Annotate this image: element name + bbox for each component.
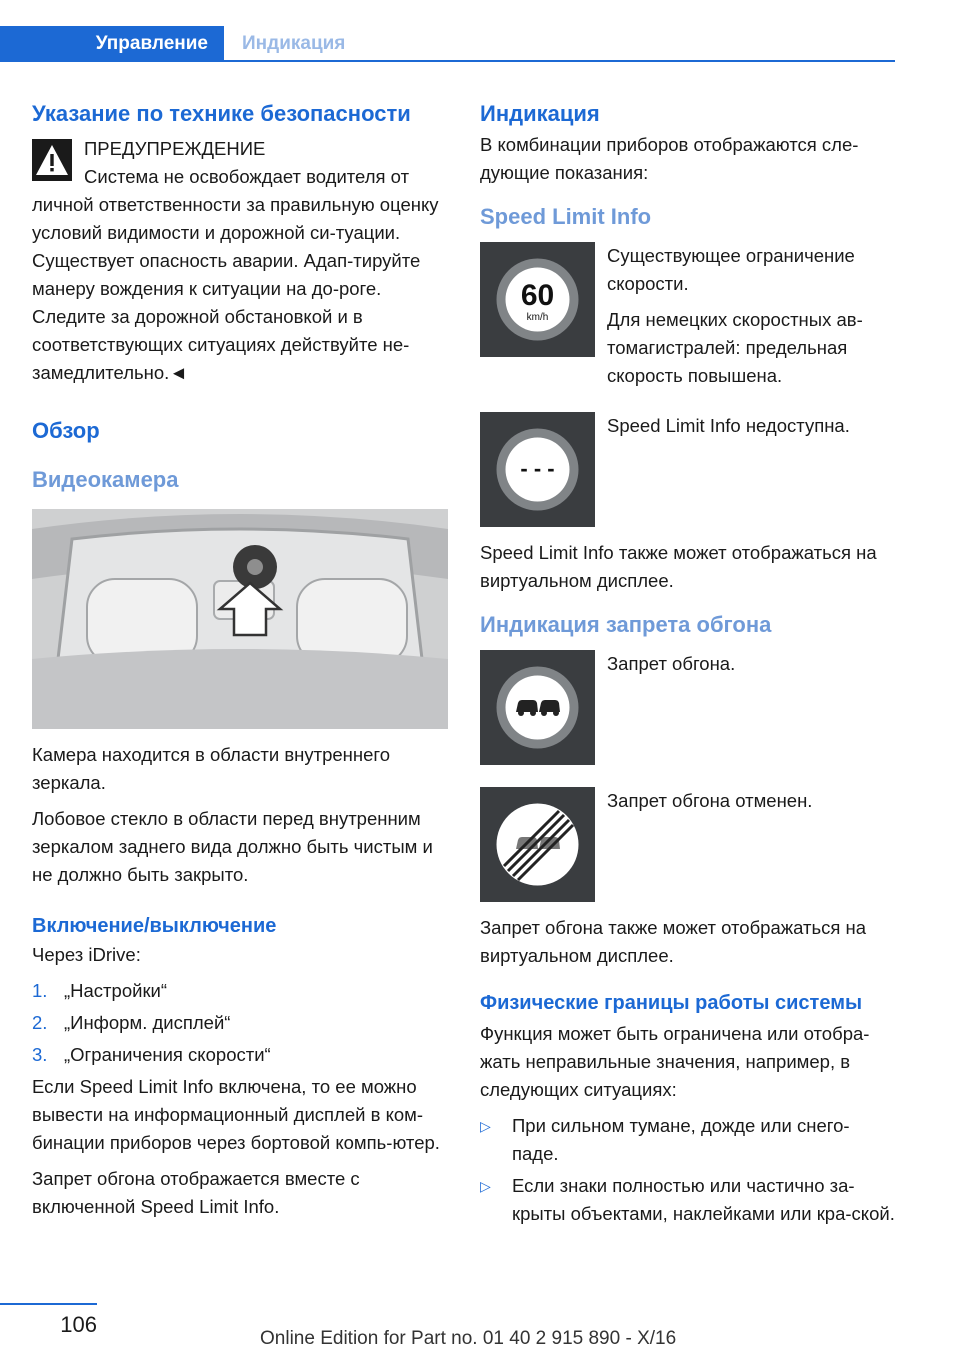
header-rule [224, 60, 895, 62]
step-text: „Ограничения скорости“ [64, 1044, 271, 1065]
onoff-overtake-text: Запрет обгона отображается вместе с включенной Speed Limit Info. [32, 1168, 360, 1217]
step-number: 3. [32, 1044, 48, 1065]
sign-60-description [607, 242, 896, 390]
list-item [32, 1041, 448, 1069]
onoff-display-text: Если Speed Limit Info включена, то ее можно вывести на информационный дисплей в ком-бинации приборов через бортовой компь-ютер. [32, 1076, 440, 1153]
speed-limit-60-sign [480, 242, 595, 357]
warning-triangle-icon [32, 139, 72, 181]
limits-heading: Физические границы работы системы [480, 992, 863, 1014]
warning-text: Система не освобождает водителя от личной ответственности за правильную оценку условий видимости и дорожной си-туации. Существует опасность аварии. Адап-тируйте манеру вождения к ситуации на до-роге. Следите за дорожной обстановкой и в соответствующих ситуациях действуйте не-замедлительно.◄ [32, 166, 439, 383]
onoff-heading: Включение/выключение [32, 915, 277, 937]
onoff-intro: Через iDrive: [32, 944, 141, 965]
idrive-steps-list [32, 977, 448, 1069]
warning-title: ПРЕДУПРЕЖДЕНИЕ [84, 138, 266, 159]
left-column [32, 100, 448, 1221]
speed-sign-graphic [480, 242, 595, 357]
step-text: „Настройки“ [64, 980, 168, 1001]
list-item [480, 1172, 896, 1228]
limits-intro: Функция может быть ограничена или отобра-жать неправильные значения, например, в следующих ситуациях: [480, 1023, 870, 1100]
sign-dash-text: Speed Limit Info недоступна. [607, 415, 850, 436]
overtake-virtual-text: Запрет обгона также может отображаться на виртуальном дисплее. [480, 917, 867, 966]
windshield-camera-image [32, 509, 448, 729]
tab-display[interactable]: Индикация [242, 33, 346, 54]
overtake-end-text: Запрет обгона отменен. [607, 790, 813, 811]
overtake-heading: Индикация запрета обгона [480, 612, 772, 637]
limit-text: Если знаки полностью или частично за-крыты объектами, наклейками или кра-ской. [512, 1175, 895, 1224]
overtake-row [480, 650, 896, 765]
sign-60-text-1: Существующее ограничение скорости. [607, 245, 855, 294]
sign-60-row [480, 242, 896, 390]
sign-dash-value: - - - [520, 456, 555, 481]
no-overtaking-sign [480, 650, 595, 765]
camera-windshield-text: Лобовое стекло в области перед внутренним зеркалом заднего вида должно быть чистым и не должно быть закрыто. [32, 808, 433, 885]
list-item [32, 977, 448, 1005]
overtake-text: Запрет обгона. [607, 653, 736, 674]
overtake-description [607, 650, 896, 765]
step-number: 2. [32, 1012, 48, 1033]
sign-60-unit: km/h [526, 312, 549, 323]
page-number: 106 [60, 1312, 97, 1337]
overview-heading: Обзор [32, 418, 100, 443]
step-text: „Информ. дисплей“ [64, 1012, 231, 1033]
sign-dash-description [607, 412, 896, 527]
list-item [32, 1009, 448, 1037]
top-navigation [0, 26, 895, 62]
footer-rule [0, 1303, 97, 1305]
camera-location-text: Камера находится в области внутреннего зеркала. [32, 744, 391, 793]
speed-limit-unavailable-sign [480, 412, 595, 527]
safety-heading: Указание по технике безопасности [32, 101, 411, 126]
sign-dash-row [480, 412, 896, 527]
sli-heading: Speed Limit Info [480, 204, 652, 229]
camera-heading: Видеокамера [32, 467, 179, 492]
overtake-end-description [607, 787, 896, 902]
bullet-triangle-icon: ▷ [480, 1118, 491, 1134]
end-of-no-overtaking-sign [480, 787, 595, 902]
step-number: 1. [32, 980, 48, 1001]
display-intro: В комбинации приборов отображаются сле-дующие показания: [480, 134, 859, 183]
tab-control[interactable]: Управление [0, 26, 224, 62]
display-heading: Индикация [480, 101, 600, 126]
end-no-overtaking-graphic [480, 787, 595, 902]
list-item [480, 1112, 896, 1168]
sign-60-text-2: Для немецких скоростных ав-томагистралей: предельная скорость повышена. [607, 309, 863, 386]
bullet-triangle-icon: ▷ [480, 1178, 491, 1194]
edition-text: Online Edition for Part no. 01 40 2 915 890 - X/16 [260, 1328, 677, 1349]
warning-block [32, 135, 448, 387]
sli-virtual-text: Speed Limit Info также может отображаться на виртуальном дисплее. [480, 542, 877, 591]
right-column [480, 100, 896, 1232]
limit-text: При сильном тумане, дожде или снего-паде. [512, 1115, 850, 1164]
sign-60-value: 60 [520, 279, 555, 312]
dash-sign-graphic [480, 412, 595, 527]
limits-list [480, 1112, 896, 1228]
no-overtaking-graphic [480, 650, 595, 765]
overtake-end-row [480, 787, 896, 902]
